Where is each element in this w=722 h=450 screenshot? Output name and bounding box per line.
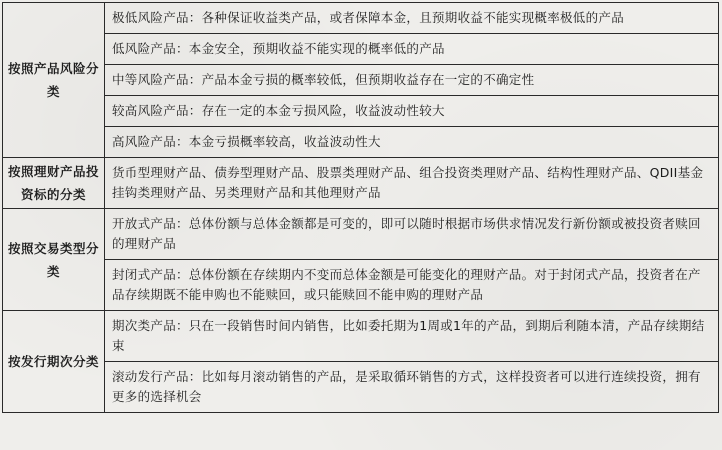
item-cell: 中等风险产品：产品本金亏损的概率较低，但预期收益存在一定的不确定性 — [105, 65, 719, 96]
item-cell: 货币型理财产品、债券型理财产品、股票类理财产品、组合投资类理财产品、结构性理财产品、QDII基金挂钩类理财产品、另类理财产品和其他理财产品 — [105, 158, 719, 209]
item-cell: 低风险产品：本金安全，预期收益不能实现的概率低的产品 — [105, 34, 719, 65]
table-row — [3, 34, 719, 65]
table-row — [3, 158, 719, 209]
item-cell: 极低风险产品：各种保证收益类产品，或者保障本金，且预期收益不能实现概率极低的产品 — [105, 3, 719, 34]
table-row — [3, 96, 719, 127]
category-cell-investment-target: 按照理财产品投资标的分类 — [3, 158, 105, 209]
table-row — [3, 362, 719, 413]
table-row — [3, 209, 719, 260]
table-row — [3, 311, 719, 362]
item-cell: 高风险产品：本金亏损概率较高，收益波动性大 — [105, 127, 719, 158]
item-cell: 开放式产品：总体份额与总体金额都是可变的，即可以随时根据市场供求情况发行新份额或被投资者赎回的理财产品 — [105, 209, 719, 260]
item-cell: 期次类产品：只在一段销售时间内销售，比如委托期为1周或1年的产品，到期后利随本清，产品存续期结束 — [105, 311, 719, 362]
table-row — [3, 65, 719, 96]
item-cell: 滚动发行产品：比如每月滚动销售的产品，是采取循环销售的方式，这样投资者可以进行连续投资，拥有更多的选择机会 — [105, 362, 719, 413]
item-cell: 较高风险产品：存在一定的本金亏损风险，收益波动性较大 — [105, 96, 719, 127]
classification-table — [2, 2, 719, 413]
table-row — [3, 260, 719, 311]
category-cell-risk: 按照产品风险分类 — [3, 3, 105, 158]
table-row — [3, 3, 719, 34]
category-cell-trade-type: 按照交易类型分类 — [3, 209, 105, 311]
item-cell: 封闭式产品：总体份额在存续期内不变而总体金额是可能变化的理财产品。对于封闭式产品，投资者在产品存续期既不能申购也不能赎回，或只能赎回不能申购的理财产品 — [105, 260, 719, 311]
category-cell-issue-period: 按发行期次分类 — [3, 311, 105, 413]
table-row — [3, 127, 719, 158]
